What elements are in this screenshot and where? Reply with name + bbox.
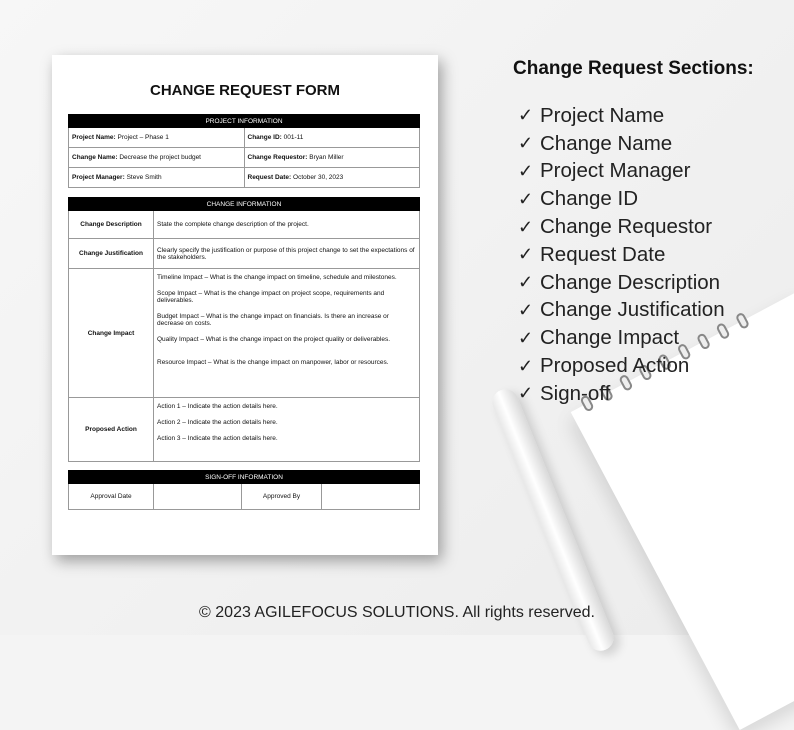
approved-by-field[interactable]	[322, 484, 420, 510]
checkmark-icon: ✓	[518, 383, 534, 404]
field-value: 001-11	[283, 134, 304, 141]
section-item-label: Change Name	[540, 131, 673, 155]
field-label: Change Justification	[69, 239, 154, 269]
project-info-table	[68, 114, 420, 188]
impact-list	[154, 269, 420, 398]
field-value: October 30, 2023	[293, 174, 344, 181]
impact-item: Timeline Impact – What is the change impact on timeline, schedule and milestones.	[157, 274, 397, 281]
checkmark-icon: ✓	[518, 327, 534, 348]
checkmark-icon: ✓	[518, 355, 534, 376]
field-value: Bryan Miller	[309, 154, 344, 161]
field-label: Request Date:	[247, 174, 292, 181]
checkmark-icon: ✓	[518, 272, 534, 293]
section-item	[513, 324, 754, 352]
checkmark-icon: ✓	[518, 244, 534, 265]
section-item-label: Change Impact	[540, 326, 680, 350]
field-label: Change Name:	[72, 154, 118, 161]
impact-item: Scope Impact – What is the change impact on project scope, requirements and deliverables.	[157, 290, 385, 304]
impact-item: Budget Impact – What is the change impact on financials. Is there an increase or decrease on costs.	[157, 313, 389, 327]
sections-heading: Change Request Sections:	[513, 58, 754, 79]
section-item	[513, 185, 754, 213]
section-item	[513, 241, 754, 269]
impact-item: Resource Impact – What is the change impact on manpower, labor or resources.	[157, 359, 389, 366]
impact-item: Quality Impact – What is the change impact on the project quality or deliverables.	[157, 336, 391, 343]
section-item-label: Change Justification	[540, 298, 725, 322]
field-label: Project Manager:	[72, 174, 125, 181]
checkmark-icon: ✓	[518, 105, 534, 126]
section-item	[513, 102, 754, 130]
section-item-label: Sign-off	[540, 381, 611, 405]
form-page	[52, 55, 438, 555]
field-value: State the complete change description of the project.	[154, 211, 420, 239]
field-value: Decrease the project budget	[119, 154, 201, 161]
field-label: Change Requestor:	[247, 154, 308, 161]
approval-date-field[interactable]	[154, 484, 242, 510]
table-row	[69, 148, 420, 168]
checkmark-icon: ✓	[518, 160, 534, 181]
field-label: Change Impact	[69, 269, 154, 398]
checkmark-icon: ✓	[518, 188, 534, 209]
checkmark-icon: ✓	[518, 299, 534, 320]
table-row	[69, 128, 420, 148]
action-item: Action 3 – Indicate the action details here.	[157, 435, 278, 442]
section-item	[513, 380, 754, 408]
signoff-table	[68, 470, 420, 510]
field-label: Change ID:	[247, 134, 282, 141]
field-value: Clearly specify the justification or purpose of this project change to set the expectations of the stakeholders.	[154, 239, 420, 269]
field-label: Project Name:	[72, 134, 116, 141]
field-cell	[244, 148, 420, 168]
section-item	[513, 213, 754, 241]
section-item	[513, 269, 754, 297]
field-cell	[69, 168, 245, 188]
section-item-label: Proposed Action	[540, 354, 690, 378]
section-item-label: Project Manager	[540, 159, 691, 183]
field-cell	[69, 148, 245, 168]
section-header: PROJECT INFORMATION	[69, 115, 420, 128]
checkmark-icon: ✓	[518, 216, 534, 237]
section-item-label: Request Date	[540, 242, 666, 266]
section-header: CHANGE INFORMATION	[69, 198, 420, 211]
section-item-label: Change Requestor	[540, 215, 713, 239]
action-item: Action 1 – Indicate the action details here.	[157, 403, 278, 410]
section-item-label: Project Name	[540, 103, 665, 127]
form-title: CHANGE REQUEST FORM	[149, 82, 340, 99]
change-info-table	[68, 197, 420, 462]
field-cell	[69, 128, 245, 148]
field-cell	[244, 128, 420, 148]
copyright: © 2023 AGILEFOCUS SOLUTIONS. All rights reserved.	[199, 604, 595, 621]
checkmark-icon: ✓	[518, 133, 534, 154]
section-header: SIGN-OFF INFORMATION	[69, 471, 420, 484]
field-cell	[244, 168, 420, 188]
section-item-label: Change Description	[540, 270, 721, 294]
sections-list	[513, 58, 754, 408]
field-value: Project – Phase 1	[117, 134, 169, 141]
section-item	[513, 158, 754, 186]
field-value: Steve Smith	[126, 174, 162, 181]
field-label: Proposed Action	[69, 398, 154, 462]
action-item: Action 2 – Indicate the action details here.	[157, 419, 278, 426]
section-item	[513, 297, 754, 325]
section-item	[513, 130, 754, 158]
approved-by-label: Approved By	[242, 484, 322, 510]
approval-date-label: Approval Date	[69, 484, 154, 510]
table-row	[69, 168, 420, 188]
field-label: Change Description	[69, 211, 154, 239]
section-item	[513, 352, 754, 380]
section-item-label: Change ID	[540, 187, 639, 211]
action-list	[154, 398, 420, 462]
